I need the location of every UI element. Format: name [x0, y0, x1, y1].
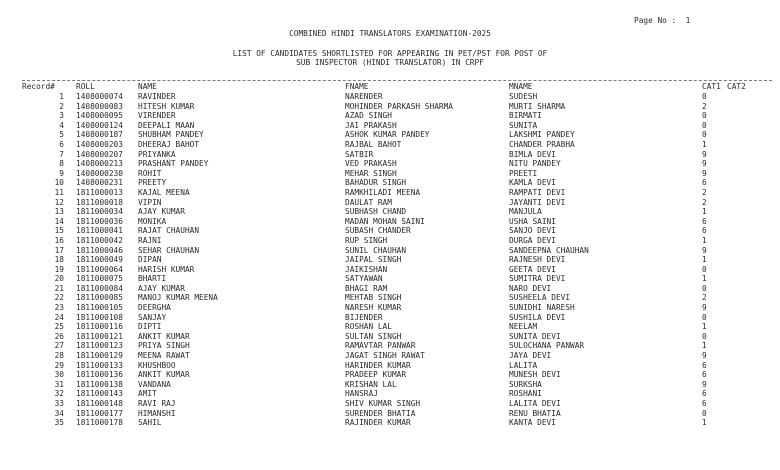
candidate-name: VANDANA	[138, 379, 171, 389]
father-name: MEHTAB SINGH	[345, 293, 402, 303]
record-number: 31	[54, 379, 64, 389]
father-name: SHIV KUMAR SINGH	[345, 399, 421, 408]
category-code: 6	[702, 389, 707, 399]
mother-name: SUSHEELA DEVI	[509, 293, 571, 303]
table-row	[0, 322, 780, 332]
category-code: 0	[702, 264, 707, 274]
roll-number: 1811000036	[76, 216, 123, 226]
father-name: SUBASH CHANDER	[345, 226, 411, 236]
candidate-name: RAJNI	[138, 235, 162, 245]
mother-name: SUDESH	[509, 92, 538, 101]
mother-name: PREETI	[509, 168, 538, 178]
father-name: JAIKISHAN	[345, 264, 388, 274]
candidate-name: DHEERAJ BAHOT	[138, 139, 200, 149]
table-row	[0, 332, 780, 342]
mother-name: SUMITRA DEVI	[509, 274, 566, 284]
roll-number: 1408000207	[76, 149, 123, 159]
father-name: JAI PRAKASH	[345, 120, 397, 130]
candidate-name: DIPTI	[138, 322, 162, 332]
page-number-label	[634, 16, 690, 25]
mother-name: SUNIDHI NARESH	[509, 303, 575, 313]
category-code: 6	[702, 178, 707, 188]
record-number: 21	[54, 283, 64, 293]
col-header-roll: ROLL	[76, 82, 95, 91]
candidate-name: SEHAR CHAUHAN	[138, 245, 200, 255]
table-row	[0, 207, 780, 217]
col-header-mname: MNAME	[509, 82, 533, 91]
exam-title: COMBINED HINDI TRANSLATORS EXAMINATION-2025	[289, 29, 491, 38]
mother-name: CHANDER PRABHA	[509, 139, 575, 149]
roll-number: 1811000121	[76, 331, 123, 341]
mother-name: SUSHILA DEVI	[509, 312, 566, 322]
roll-number: 1811000129	[76, 351, 123, 361]
col-header-fname: FNAME	[345, 82, 369, 91]
category-code: 9	[702, 379, 707, 389]
record-number: 2	[59, 101, 64, 111]
record-number: 25	[54, 322, 64, 332]
candidate-name: VIRENDER	[138, 111, 176, 121]
table-row	[0, 255, 780, 265]
record-number: 24	[54, 312, 64, 322]
candidate-name: RAJAT CHAUHAN	[138, 226, 200, 236]
table-row	[0, 236, 780, 246]
father-name: MEHAR SINGH	[345, 168, 397, 178]
candidate-name: ANKIT KUMAR	[138, 331, 190, 341]
category-code: 6	[702, 370, 707, 380]
table-row	[0, 303, 780, 313]
category-code: 9	[702, 351, 707, 361]
category-code: 9	[702, 149, 707, 159]
candidate-name: ANKIT KUMAR	[138, 370, 190, 380]
category-code: 1	[702, 418, 707, 428]
candidate-name: KAJAL MEENA	[138, 187, 190, 197]
table-row	[0, 130, 780, 140]
record-number: 9	[59, 168, 64, 178]
father-name: MOHINDER PARKASH SHARMA	[345, 101, 453, 111]
mother-name: BIRMATI	[509, 111, 542, 121]
category-code: 0	[702, 130, 707, 140]
table-row	[0, 121, 780, 131]
list-title-line1: LIST OF CANDIDATES SHORTLISTED FOR APPEARING IN PET/PST FOR POST OF	[232, 49, 548, 58]
table-row	[0, 246, 780, 256]
roll-number: 1811000116	[76, 322, 123, 332]
mother-name: RENU BHATIA	[509, 408, 561, 418]
category-code: 6	[702, 360, 707, 370]
roll-number: 1811000143	[76, 389, 123, 399]
header-rule	[22, 80, 772, 81]
father-name: RAJBAL BAHOT	[345, 139, 402, 149]
roll-number: 1408000095	[76, 111, 123, 121]
roll-number: 1811000133	[76, 360, 123, 370]
category-code: 0	[702, 283, 707, 293]
father-name: JAGAT SINGH RAWAT	[345, 351, 425, 361]
record-number: 18	[54, 255, 64, 265]
record-number: 27	[54, 341, 64, 351]
father-name: SATBIR	[345, 149, 374, 159]
candidate-name: RAVINDER	[138, 92, 176, 101]
candidate-name: DEEPALI MAAN	[138, 120, 195, 130]
table-row	[0, 341, 780, 351]
candidate-name: MANOJ KUMAR MEENA	[138, 293, 218, 303]
record-number: 15	[54, 226, 64, 236]
roll-number: 1811000108	[76, 312, 123, 322]
table-row	[0, 111, 780, 121]
table-row	[0, 380, 780, 390]
candidate-name: ROHIT	[138, 168, 162, 178]
father-name: SULTAN SINGH	[345, 331, 402, 341]
category-code: 0	[702, 92, 707, 101]
father-name: MADAN MOHAN SAINI	[345, 216, 425, 226]
father-name: JAIPAL SINGH	[345, 255, 402, 265]
father-name: RAMAVTAR PANWAR	[345, 341, 416, 351]
father-name: RAJINDER KUMAR	[345, 418, 411, 428]
category-code: 9	[702, 303, 707, 313]
candidate-name: BHARTI	[138, 274, 167, 284]
father-name: ROSHAN LAL	[345, 322, 392, 332]
father-name: SUNIL CHAUHAN	[345, 245, 407, 255]
table-row	[0, 178, 780, 188]
record-number: 23	[54, 303, 64, 313]
mother-name: RAJNESH DEVI	[509, 255, 566, 265]
category-code: 1	[702, 207, 707, 217]
table-row	[0, 159, 780, 169]
roll-number: 1408000083	[76, 101, 123, 111]
candidate-name: SAHIL	[138, 418, 162, 428]
roll-number: 1811000123	[76, 341, 123, 351]
mother-name: ROSHANI	[509, 389, 542, 399]
record-number: 26	[54, 331, 64, 341]
candidate-name: AJAY KUMAR	[138, 283, 185, 293]
father-name: RUP SINGH	[345, 235, 388, 245]
record-number: 1	[59, 92, 64, 101]
roll-number: 1811000148	[76, 399, 123, 408]
table-row	[0, 265, 780, 275]
roll-number: 1408000074	[76, 92, 123, 101]
record-number: 3	[59, 111, 64, 121]
record-number: 13	[54, 207, 64, 217]
father-name: VED PRAKASH	[345, 159, 397, 169]
roll-number: 1811000136	[76, 370, 123, 380]
record-number: 17	[54, 245, 64, 255]
category-code: 1	[702, 255, 707, 265]
category-code: 2	[702, 197, 707, 207]
candidate-name: SANJAY	[138, 312, 167, 322]
candidate-name: VIPIN	[138, 197, 162, 207]
record-number: 34	[54, 408, 64, 418]
table-row	[0, 399, 780, 409]
mother-name: NARO DEVI	[509, 283, 552, 293]
record-number: 35	[54, 418, 64, 428]
record-number: 20	[54, 274, 64, 284]
roll-number: 1408000203	[76, 139, 123, 149]
roll-number: 1408000213	[76, 159, 123, 169]
mother-name: SULOCHANA PANWAR	[509, 341, 585, 351]
candidate-name: MONIKA	[138, 216, 167, 226]
record-number: 6	[59, 139, 64, 149]
category-code: 2	[702, 101, 707, 111]
father-name: ASHOK KUMAR PANDEY	[345, 130, 430, 140]
mother-name: KAMLA DEVI	[509, 178, 556, 188]
mother-name: SUNITA DEVI	[509, 331, 561, 341]
roll-number: 1811000085	[76, 293, 123, 303]
table-row	[0, 188, 780, 198]
table-row	[0, 92, 780, 102]
father-name: DAULAT RAM	[345, 197, 392, 207]
candidate-name: PRASHANT PANDEY	[138, 159, 209, 169]
father-name: HARINDER KUMAR	[345, 360, 411, 370]
record-number: 29	[54, 360, 64, 370]
father-name: BAHADUR SINGH	[345, 178, 407, 188]
candidate-list	[0, 92, 780, 428]
category-code: 0	[702, 408, 707, 418]
column-header-row	[0, 82, 780, 91]
table-row	[0, 409, 780, 419]
table-row	[0, 198, 780, 208]
roll-number: 1811000034	[76, 207, 123, 217]
category-code: 0	[702, 111, 707, 121]
mother-name: MUNESH DEVI	[509, 370, 561, 380]
category-code: 6	[702, 226, 707, 236]
roll-number: 1811000064	[76, 264, 123, 274]
roll-number: 1811000018	[76, 197, 123, 207]
mother-name: RAMPATI DEVI	[509, 187, 566, 197]
candidate-name: MEENA RAWAT	[138, 351, 190, 361]
table-row	[0, 102, 780, 112]
category-code: 2	[702, 293, 707, 303]
category-code: 1	[702, 274, 707, 284]
roll-number: 1811000046	[76, 245, 123, 255]
roll-number: 1811000178	[76, 418, 123, 428]
table-row	[0, 370, 780, 380]
mother-name: JAYANTI DEVI	[509, 197, 566, 207]
col-header-record: Record#	[22, 82, 55, 91]
roll-number: 1408000187	[76, 130, 123, 140]
candidate-name: PRIYA SINGH	[138, 341, 190, 351]
mother-name: BIMLA DEVI	[509, 149, 556, 159]
mother-name: SUNITA	[509, 120, 538, 130]
candidate-name: AMIT	[138, 389, 157, 399]
table-row	[0, 274, 780, 284]
table-row	[0, 226, 780, 236]
roll-number: 1408000230	[76, 168, 123, 178]
mother-name: LALITA	[509, 360, 538, 370]
mother-name: LALITA DEVI	[509, 399, 561, 408]
category-code: 1	[702, 235, 707, 245]
category-code: 1	[702, 139, 707, 149]
record-number: 8	[59, 159, 64, 169]
father-name: NARENDER	[345, 92, 383, 101]
table-row	[0, 389, 780, 399]
father-name: KRISHAN LAL	[345, 379, 397, 389]
record-number: 32	[54, 389, 64, 399]
list-title-line2: SUB INSPECTOR (HINDI TRANSLATOR) IN CRPF	[296, 58, 484, 67]
candidate-name: SHUBHAM PANDEY	[138, 130, 204, 140]
father-name: HANSRAJ	[345, 389, 378, 399]
mother-name: SANDEEPNA CHAUHAN	[509, 245, 589, 255]
table-row	[0, 313, 780, 323]
candidate-name: DEERGHA	[138, 303, 171, 313]
mother-name: JAYA DEVI	[509, 351, 552, 361]
roll-number: 1408000124	[76, 120, 123, 130]
candidate-name: AJAY KUMAR	[138, 207, 185, 217]
table-row	[0, 150, 780, 160]
mother-name: DURGA DEVI	[509, 235, 556, 245]
mother-name: SANJO DEVI	[509, 226, 556, 236]
candidate-name: DIPAN	[138, 255, 162, 265]
father-name: BHAGI RAM	[345, 283, 388, 293]
record-number: 4	[59, 120, 64, 130]
father-name: SATYAWAN	[345, 274, 383, 284]
father-name: RAMKHILADI MEENA	[345, 187, 421, 197]
record-number: 16	[54, 235, 64, 245]
table-row	[0, 217, 780, 227]
table-row	[0, 140, 780, 150]
category-code: 9	[702, 159, 707, 169]
page-number: 1	[685, 16, 691, 25]
record-number: 5	[59, 130, 64, 140]
col-header-name: NAME	[138, 82, 157, 91]
table-row	[0, 351, 780, 361]
candidate-name: HARISH KUMAR	[138, 264, 195, 274]
mother-name: GEETA DEVI	[509, 264, 556, 274]
father-name: AZAD SINGH	[345, 111, 392, 121]
table-row	[0, 418, 780, 428]
father-name: SUBHASH CHAND	[345, 207, 407, 217]
mother-name: USHA SAINI	[509, 216, 556, 226]
roll-number: 1811000041	[76, 226, 123, 236]
record-number: 33	[54, 399, 64, 408]
record-number: 19	[54, 264, 64, 274]
candidate-name: HIMANSHI	[138, 408, 176, 418]
record-number: 30	[54, 370, 64, 380]
table-row	[0, 361, 780, 371]
roll-number: 1811000084	[76, 283, 123, 293]
mother-name: LAKSHMI PANDEY	[509, 130, 575, 140]
category-code: 2	[702, 187, 707, 197]
candidate-name: RAVI RAJ	[138, 399, 176, 408]
category-code: 6	[702, 399, 707, 408]
table-row	[0, 293, 780, 303]
col-header-cat1: CAT1	[702, 82, 721, 91]
father-name: NARESH KUMAR	[345, 303, 402, 313]
category-code: 1	[702, 322, 707, 332]
category-code: 6	[702, 216, 707, 226]
roll-number: 1811000105	[76, 303, 123, 313]
category-code: 9	[702, 168, 707, 178]
record-number: 14	[54, 216, 64, 226]
roll-number: 1811000138	[76, 379, 123, 389]
roll-number: 1408000231	[76, 178, 123, 188]
candidate-name: HITESH KUMAR	[138, 101, 195, 111]
mother-name: MURTI SHARMA	[509, 101, 566, 111]
father-name: PRADEEP KUMAR	[345, 370, 407, 380]
col-header-cat2: CAT2	[727, 82, 746, 91]
mother-name: KANTA DEVI	[509, 418, 556, 428]
mother-name: NEELAM	[509, 322, 538, 332]
candidate-name: PRIYANKA	[138, 149, 176, 159]
roll-number: 1811000177	[76, 408, 123, 418]
category-code: 0	[702, 120, 707, 130]
mother-name: SURKSHA	[509, 379, 542, 389]
roll-number: 1811000042	[76, 235, 123, 245]
record-number: 22	[54, 293, 64, 303]
mother-name: MANJULA	[509, 207, 542, 217]
category-code: 9	[702, 245, 707, 255]
record-number: 7	[59, 149, 64, 159]
roll-number: 1811000075	[76, 274, 123, 284]
roll-number: 1811000013	[76, 187, 123, 197]
record-number: 28	[54, 351, 64, 361]
category-code: 0	[702, 331, 707, 341]
mother-name: NITU PANDEY	[509, 159, 561, 169]
category-code: 1	[702, 341, 707, 351]
candidate-name: PREETY	[138, 178, 167, 188]
record-number: 10	[54, 178, 64, 188]
page-label-text: Page No :	[634, 16, 677, 25]
father-name: BIJENDER	[345, 312, 383, 322]
candidate-name: KHUSHBOO	[138, 360, 176, 370]
record-number: 11	[54, 187, 64, 197]
father-name: SURENDER BHATIA	[345, 408, 416, 418]
table-row	[0, 284, 780, 294]
record-number: 12	[54, 197, 64, 207]
category-code: 0	[702, 312, 707, 322]
table-row	[0, 169, 780, 179]
roll-number: 1811000049	[76, 255, 123, 265]
